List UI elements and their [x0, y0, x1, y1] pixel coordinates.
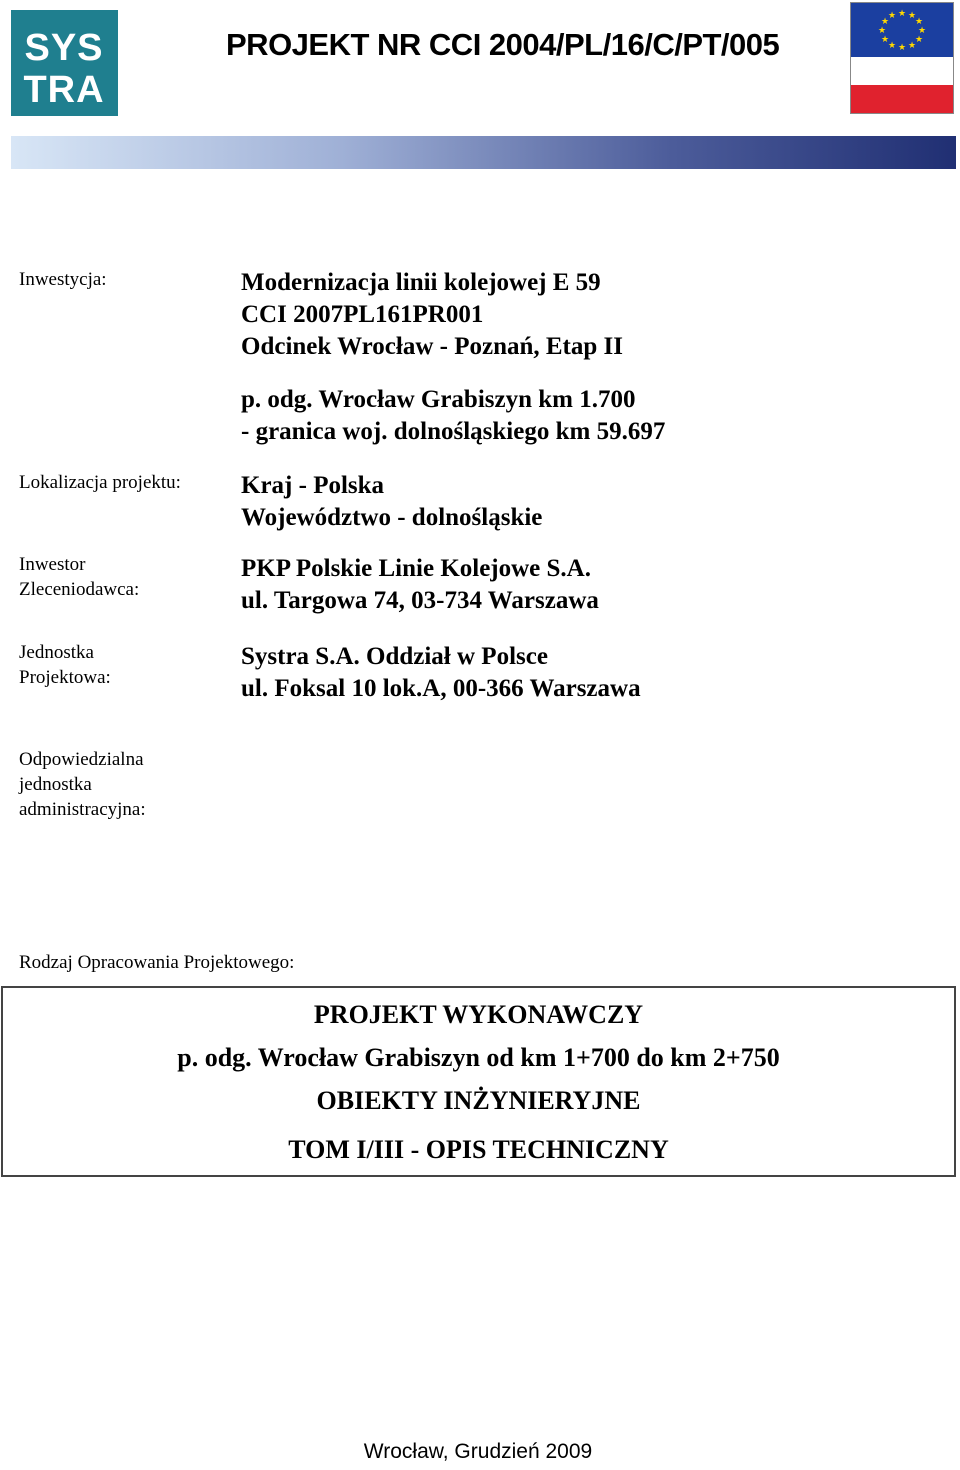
admin-unit-label-line: jednostka [19, 774, 92, 795]
svg-text:★: ★ [880, 17, 890, 27]
svg-text:SYS: SYS [24, 27, 104, 69]
design-unit-value [241, 641, 641, 705]
location-line: Kraj - Polska [241, 472, 385, 499]
svg-text:★: ★ [914, 17, 924, 27]
project-type-line: PROJEKT WYKONAWCZY [313, 1000, 644, 1029]
svg-text:★: ★ [877, 26, 887, 36]
project-type-box [1, 986, 956, 1177]
svg-text:★: ★ [880, 35, 890, 45]
investor-label-line: Zleceniodawca: [19, 579, 140, 600]
design-unit-label [19, 640, 111, 690]
investment-line: Odcinek Wrocław - Poznań, Etap II [241, 333, 623, 360]
admin-unit-label-line: administracyjna: [19, 799, 146, 820]
systra-logo-mark [11, 10, 118, 116]
svg-text:★: ★ [887, 11, 897, 21]
svg-text:★: ★ [907, 11, 917, 21]
location-label: Lokalizacja projektu: [19, 472, 181, 493]
investor-label [19, 552, 139, 602]
svg-text:★: ★ [897, 9, 907, 19]
investor-line: ul. Targowa 74, 03-734 Warszawa [241, 587, 599, 614]
investment-label: Inwestycja: [19, 269, 107, 290]
footer-place-date: Wrocław, Grudzień 2009 [363, 1440, 593, 1463]
design-unit-line: ul. Foksal 10 lok.A, 00-366 Warszawa [241, 675, 641, 702]
header-title: PROJEKT NR CCI 2004/PL/16/C/PT/005 [226, 27, 780, 62]
eu-poland-flag-icon [850, 2, 954, 114]
admin-unit-label-line: Odpowiedzialna [19, 749, 144, 770]
project-type-label: Rodzaj Opracowania Projektowego: [19, 952, 295, 973]
investor-line: PKP Polskie Linie Kolejowe S.A. [241, 555, 591, 582]
project-type-line: TOM I/III - OPIS TECHNICZNY [288, 1135, 669, 1164]
investment-section [241, 384, 665, 448]
svg-text:★: ★ [917, 26, 927, 36]
investment-value [241, 267, 623, 363]
svg-text:★: ★ [887, 41, 897, 51]
admin-unit-label [19, 747, 146, 822]
design-unit-line: Systra S.A. Oddział w Polsce [241, 643, 548, 670]
investor-label-line: Inwestor [19, 554, 86, 575]
svg-text:TRA: TRA [23, 69, 105, 111]
project-type-line: p. odg. Wrocław Grabiszyn od km 1+700 do km 2+750 [177, 1043, 780, 1072]
systra-logo [11, 10, 118, 116]
design-unit-label-line: Jednostka [19, 642, 94, 663]
investment-line: CCI 2007PL161PR001 [241, 301, 484, 328]
investor-value [241, 553, 599, 617]
investment-line: Modernizacja linii kolejowej E 59 [241, 269, 601, 296]
location-value [241, 470, 542, 534]
svg-text:★: ★ [897, 43, 907, 53]
project-type-line: OBIEKTY INŻYNIERYJNE [316, 1086, 641, 1115]
header-gradient-band [11, 136, 956, 169]
svg-text:★: ★ [907, 41, 917, 51]
design-unit-label-line: Projektowa: [19, 667, 111, 688]
location-line: Województwo - dolnośląskie [241, 504, 543, 531]
section-line: p. odg. Wrocław Grabiszyn km 1.700 [241, 386, 636, 413]
svg-text:★: ★ [914, 35, 924, 45]
section-line: - granica woj. dolnośląskiego km 59.697 [241, 418, 666, 445]
